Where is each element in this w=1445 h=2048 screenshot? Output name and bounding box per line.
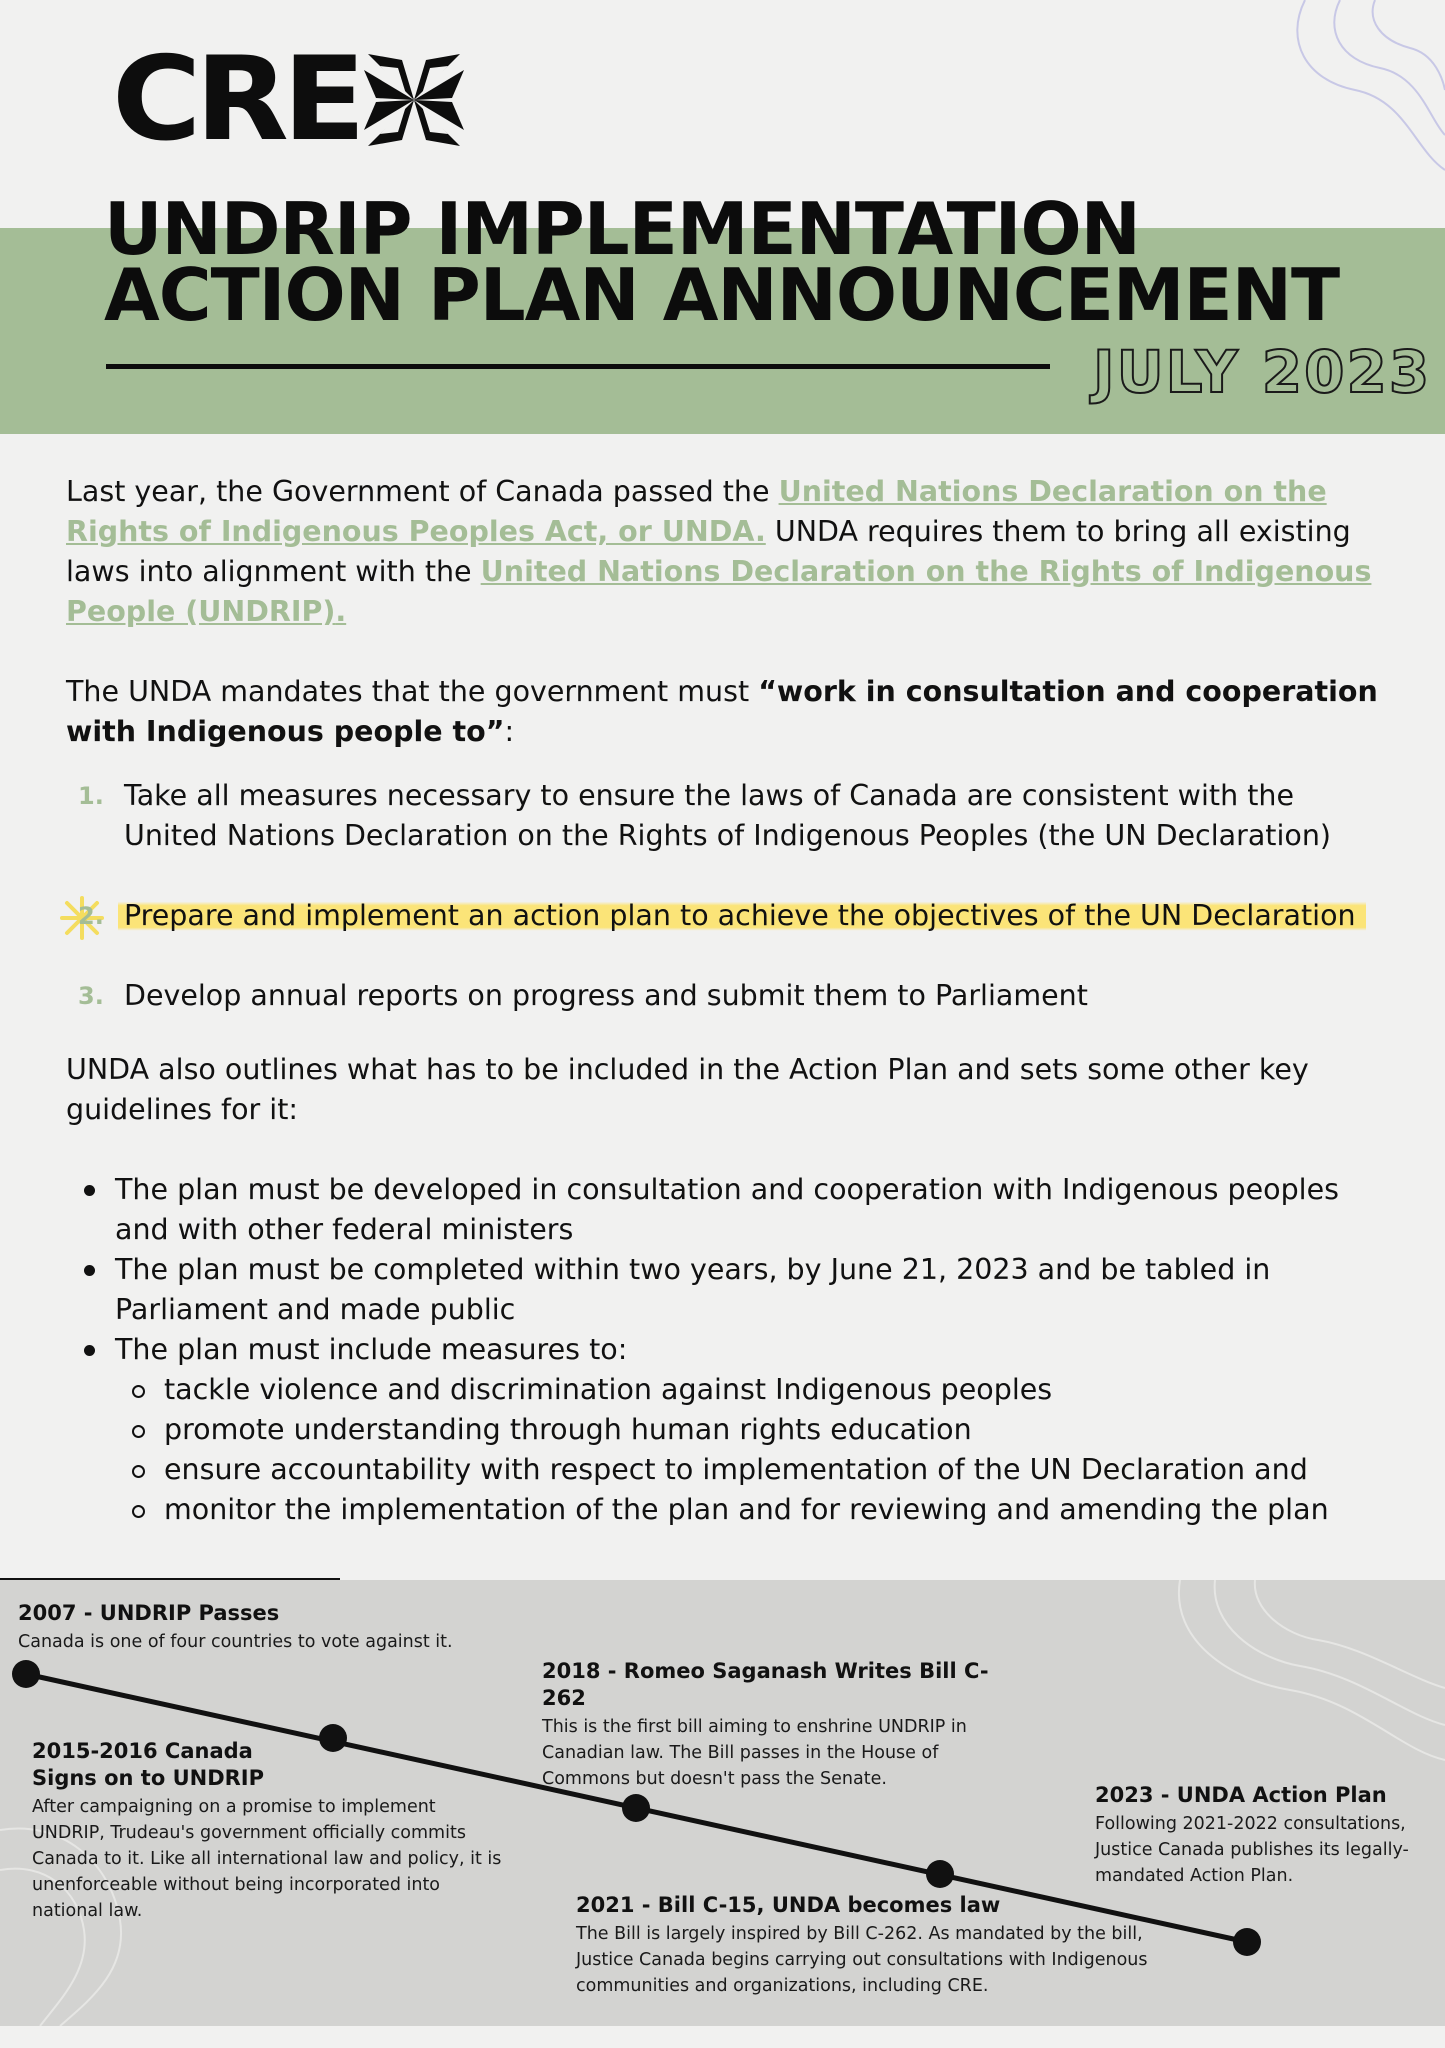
event-title: 2021 - Bill C-15, UNDA becomes law [576, 1893, 1001, 1917]
undrip-link[interactable]: United Nations Declaration on the Rights of Indigenous People (UNDRIP) [66, 555, 1372, 628]
date-label: JULY 2023 [1093, 338, 1432, 406]
timeline-event [576, 1892, 1176, 1999]
event-description: The Bill is largely inspired by Bill C-262. As mandated by the bill, Justice Canada begins carrying out consultations with Indigenous communities and organizations, including CRE. [576, 1924, 1148, 1996]
event-title: 2007 - UNDRIP Passes [18, 1601, 280, 1625]
timeline-node [926, 1860, 954, 1888]
event-description: Canada is one of four countries to vote against it. [18, 1632, 453, 1652]
outline-intro: UNDA also outlines what has to be included in the Action Plan and sets some other key guidelines for it: [66, 1053, 1309, 1126]
logo-text: CRE [112, 32, 360, 167]
mandate-colon: : [504, 715, 515, 748]
intro-paragraph [66, 472, 1396, 632]
title-line-1: UNDRIP IMPLEMENTATION [104, 187, 1140, 271]
bullet-item: The plan must be developed in consultation and cooperation with Indigenous peoples and with other federal ministers [66, 1170, 1396, 1250]
mandate-list [66, 776, 1396, 1016]
event-title: 2015-2016 Canada Signs on to UNDRIP [32, 1739, 265, 1790]
measures-list [115, 1370, 1396, 1530]
timeline-node [12, 1660, 40, 1688]
event-title: 2018 - Romeo Saganash Writes Bill C-262 [542, 1659, 989, 1710]
sub-bullet-item: tackle violence and discrimination against Indigenous peoples [115, 1370, 1396, 1410]
sub-bullet-item: monitor the implementation of the plan and for reviewing and amending the plan [115, 1490, 1396, 1530]
bullet-item: The plan must be completed within two years, by June 21, 2023 and be tabled in Parliament and made public [66, 1250, 1396, 1330]
sub-bullet-item: promote understanding through human rights education [115, 1410, 1396, 1450]
contour-decoration [1245, 0, 1445, 180]
sub-bullet-item: ensure accountability with respect to implementation of the UN Declaration and [115, 1450, 1396, 1490]
list-item-highlighted [66, 896, 1396, 936]
mandate-text: The UNDA mandates that the government must [66, 675, 759, 708]
event-description: After campaigning on a promise to implement UNDRIP, Trudeau's government officially commits Canada to it. Like all international law and policy, it is unenforceable without being incorporated into national law. [32, 1797, 502, 1921]
item-number: 2. [78, 902, 104, 930]
intro-text-1: Last year, the Government of Canada passed the [66, 475, 779, 508]
event-title: 2023 - UNDA Action Plan [1095, 1783, 1387, 1807]
timeline-section [0, 1580, 1445, 2026]
mandate-paragraph [66, 672, 1396, 752]
item-number: 1. [78, 782, 104, 810]
butterfly-x-icon [362, 50, 466, 150]
timeline-event [542, 1658, 1012, 1792]
timeline-event [32, 1738, 502, 1924]
list-item [66, 976, 1396, 1016]
page-title [104, 187, 1340, 337]
event-description: This is the first bill aiming to enshrine UNDRIP in Canadian law. The Bill passes in the House of Commons but doesn't pass the Senate. [542, 1717, 967, 1789]
timeline-node [1233, 1928, 1261, 1956]
bullet-text: The plan must include measures to: [115, 1333, 628, 1366]
timeline-event [1095, 1782, 1440, 1889]
intro-text-2: UNDA requires them to bring all existing laws into alignment with the [66, 515, 1351, 588]
guidelines-list [66, 1170, 1396, 1530]
list-item [66, 776, 1396, 856]
intro-text-3: . [335, 595, 347, 628]
mandate-quote: “work in consultation and cooperation with Indigenous people to” [66, 675, 1378, 748]
title-line-2: ACTION PLAN ANNOUNCEMENT [104, 253, 1340, 337]
timeline-event [18, 1600, 518, 1655]
crex-logo [112, 32, 466, 167]
timeline-node [622, 1794, 650, 1822]
item-text: Take all measures necessary to ensure the laws of Canada are consistent with the United Nations Declaration on the Rights of Indigenous Peoples (the UN Declaration) [124, 779, 1332, 852]
unda-link[interactable]: United Nations Declaration on the Rights of Indigenous Peoples Act, or UNDA. [66, 475, 1327, 548]
event-description: Following 2021-2022 consultations, Justice Canada publishes its legally-mandated Action Plan. [1095, 1814, 1409, 1886]
main-content [66, 472, 1396, 1530]
title-divider [106, 364, 1050, 369]
item-number: 3. [78, 982, 104, 1010]
bullet-item [66, 1330, 1396, 1530]
item-text: Develop annual reports on progress and submit them to Parliament [124, 979, 1088, 1012]
item-text: Prepare and implement an action plan to achieve the objectives of the UN Declaration [118, 899, 1366, 932]
